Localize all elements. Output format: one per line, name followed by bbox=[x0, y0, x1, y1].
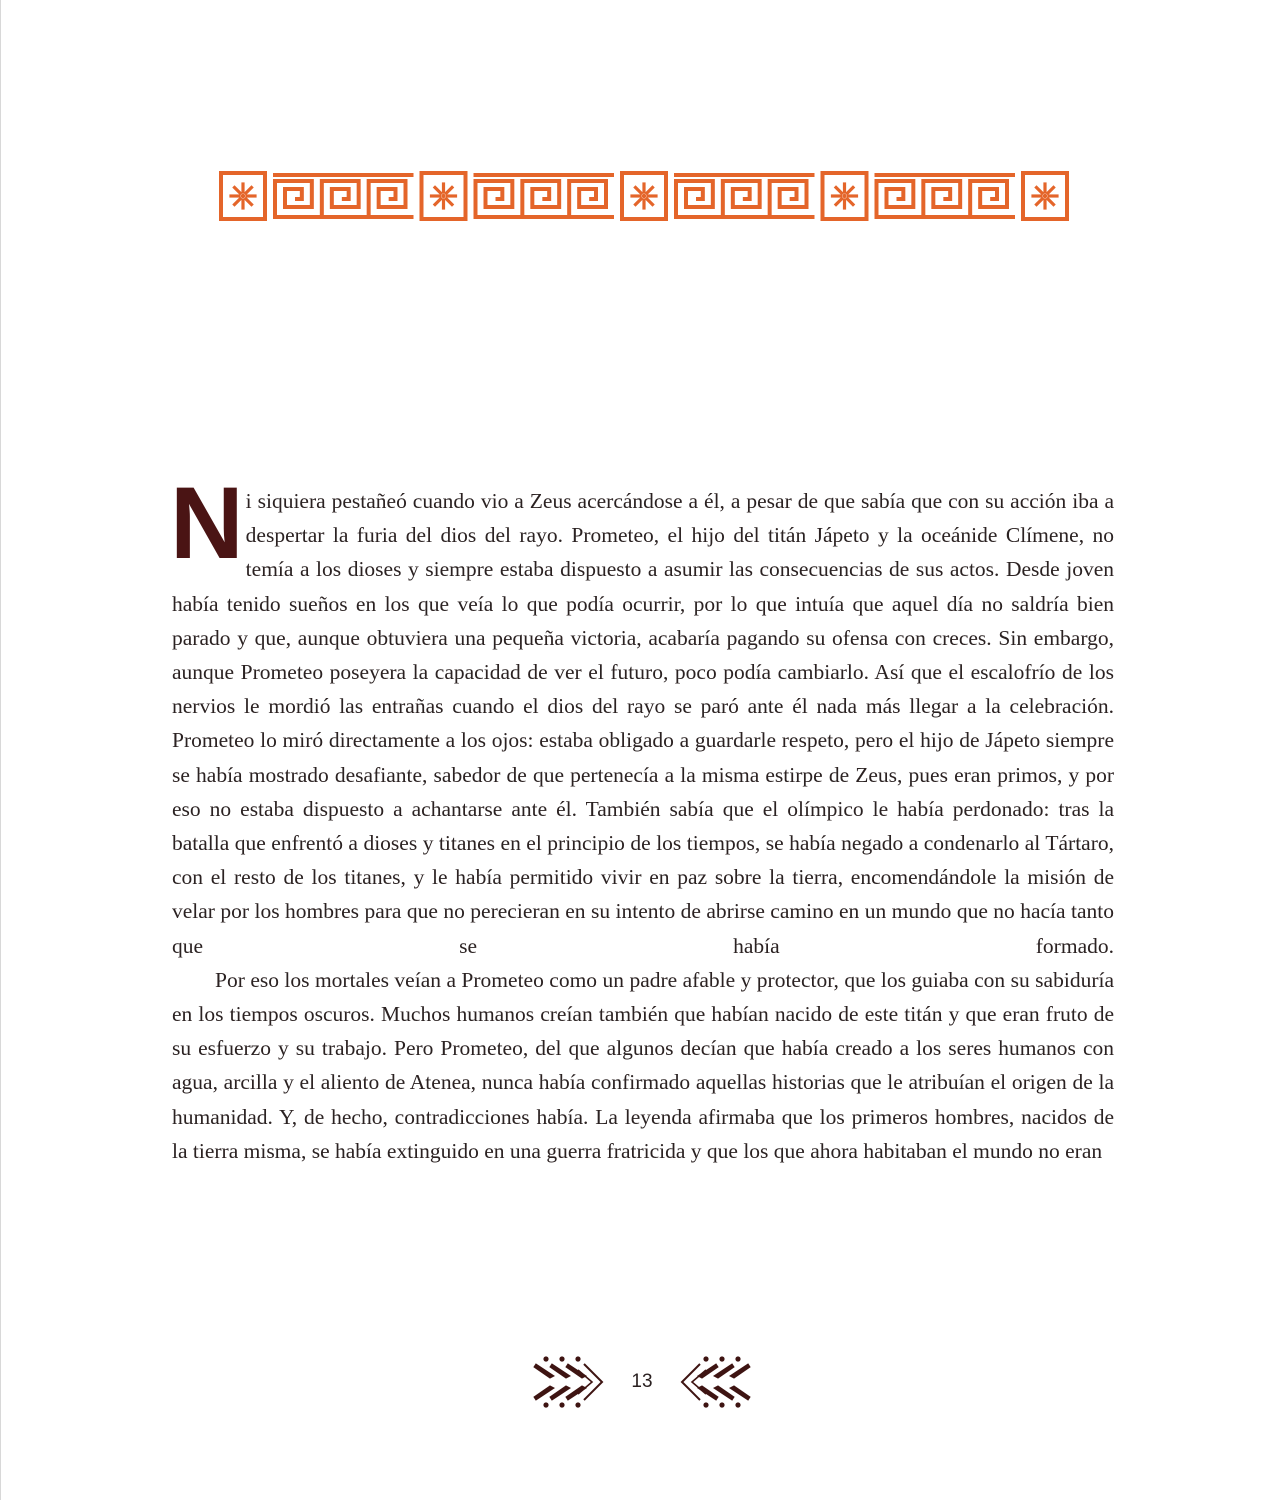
star-ray bbox=[1037, 199, 1043, 205]
star-ray bbox=[246, 199, 252, 205]
meander-spiral bbox=[369, 181, 406, 215]
star-ray bbox=[847, 188, 853, 194]
chapter-text bbox=[170, 466, 1114, 1168]
star-ray bbox=[246, 188, 252, 194]
meander-spiral bbox=[676, 181, 713, 215]
star-ray bbox=[435, 199, 441, 205]
left-chevron-ornament-icon bbox=[532, 1354, 606, 1410]
star-ray bbox=[847, 199, 853, 205]
meander-spiral bbox=[970, 181, 1007, 215]
star-ray bbox=[647, 199, 653, 205]
meander-bottom-rail bbox=[674, 215, 815, 219]
star-ray bbox=[836, 199, 842, 205]
meander-spiral bbox=[770, 181, 807, 215]
meander-spiral bbox=[569, 181, 606, 215]
right-chevron-ornament-icon bbox=[678, 1354, 752, 1410]
meander-spiral bbox=[877, 181, 914, 215]
meander-spiral bbox=[923, 181, 960, 215]
star-center bbox=[1043, 194, 1047, 198]
star-ray bbox=[446, 199, 452, 205]
meander-spiral bbox=[723, 181, 760, 215]
meander-top-rail bbox=[674, 173, 815, 177]
meander-top-rail bbox=[875, 173, 1016, 177]
star-center bbox=[642, 194, 646, 198]
star-ray bbox=[636, 188, 642, 194]
star-center bbox=[241, 194, 245, 198]
star-ray bbox=[636, 199, 642, 205]
meander-top-rail bbox=[273, 173, 414, 177]
meander-bottom-rail bbox=[875, 215, 1016, 219]
star-ray bbox=[836, 188, 842, 194]
star-ray bbox=[1037, 188, 1043, 194]
star-center bbox=[842, 194, 846, 198]
meander-top-rail bbox=[474, 173, 615, 177]
meander-spiral bbox=[275, 181, 312, 215]
paragraph-2: Por eso los mortales veían a Prometeo como un padre afable y protector, que los guiaba con su sabiduría en los tiempos oscuros. Muchos humanos creían también que habían nacido de este titán y que eran fruto de su esfuerzo y su trabajo. Pero Prometeo, del que algunos decían que había creado a los seres humanos con agua, arcilla y el aliento de Atenea, nunca había confirmado aquellas historias que le atribuían el origen de la humanidad. Y, de hecho, contradicciones había. La leyenda afirmaba que los primeros hombres, nacidos de la tierra misma, se había extinguido en una guerra fratricida y que los que ahora habitaban el mundo no eran bbox=[172, 967, 1114, 1163]
drop-cap: N bbox=[170, 466, 243, 580]
star-ray bbox=[1048, 199, 1054, 205]
meander-bottom-rail bbox=[273, 215, 414, 219]
paragraph-1 bbox=[170, 466, 1114, 963]
page-edge bbox=[0, 0, 1, 1500]
star-center bbox=[441, 194, 445, 198]
meander-spiral bbox=[522, 181, 559, 215]
greek-key-border-graphic bbox=[219, 171, 1069, 221]
star-ray bbox=[235, 199, 241, 205]
meander-bottom-rail bbox=[474, 215, 615, 219]
star-ray bbox=[435, 188, 441, 194]
star-ray bbox=[446, 188, 452, 194]
star-ray bbox=[647, 188, 653, 194]
folio bbox=[532, 1354, 752, 1410]
meander-spiral bbox=[476, 181, 513, 215]
star-ray bbox=[1048, 188, 1054, 194]
paragraph-1-text: i siquiera pestañeó cuando vio a Zeus acercándose a él, a pesar de que sabía que con su acción iba a despertar la furia del dios del rayo. Prometeo, el hijo del titán Jápeto y la oceánide Clímene, no temía a los dioses y siempre estaba dispuesto a asumir las consecuencias de sus actos. Desde joven había tenido sueños en los que veía lo que podía ocurrir, por lo que intuía que aquel día no saldría bien parado y que, aunque obtuviera una pequeña victoria, acabaría pagando su ofensa con creces. Sin embargo, aunque Prometeo poseyera la capacidad de ver el futuro, poco podía cambiarlo. Así que el escalofrío de los nervios le mordió las entrañas cuando el dios del rayo se paró ante él nada más llegar a la celebración. Prometeo lo miró directamente a los ojos: estaba obligado a guardarle respeto, pero el hijo de Jápeto siempre se había mostrado desafiante, sabedor de que pertenecía a la misma estirpe de Zeus, pues eran primos, y por eso no estaba dispuesto a achantarse ante él. También sabía que el olímpico le había perdonado: tras la batalla que enfrentó a dioses y titanes en el principio de los tiempos, se había negado a condenarlo al Tártaro, con el resto de los titanes, y le había permitido vivir en paz sobre la tierra, encomendándole la misión de velar por los hombres para que no perecieran en su intento de abrirse camino en un mundo que no hacía tanto que se había formado. bbox=[172, 489, 1114, 958]
page-number: 13 bbox=[631, 1371, 653, 1392]
meander-spiral bbox=[322, 181, 359, 215]
star-ray bbox=[235, 188, 241, 194]
greek-key-border bbox=[219, 171, 1069, 221]
